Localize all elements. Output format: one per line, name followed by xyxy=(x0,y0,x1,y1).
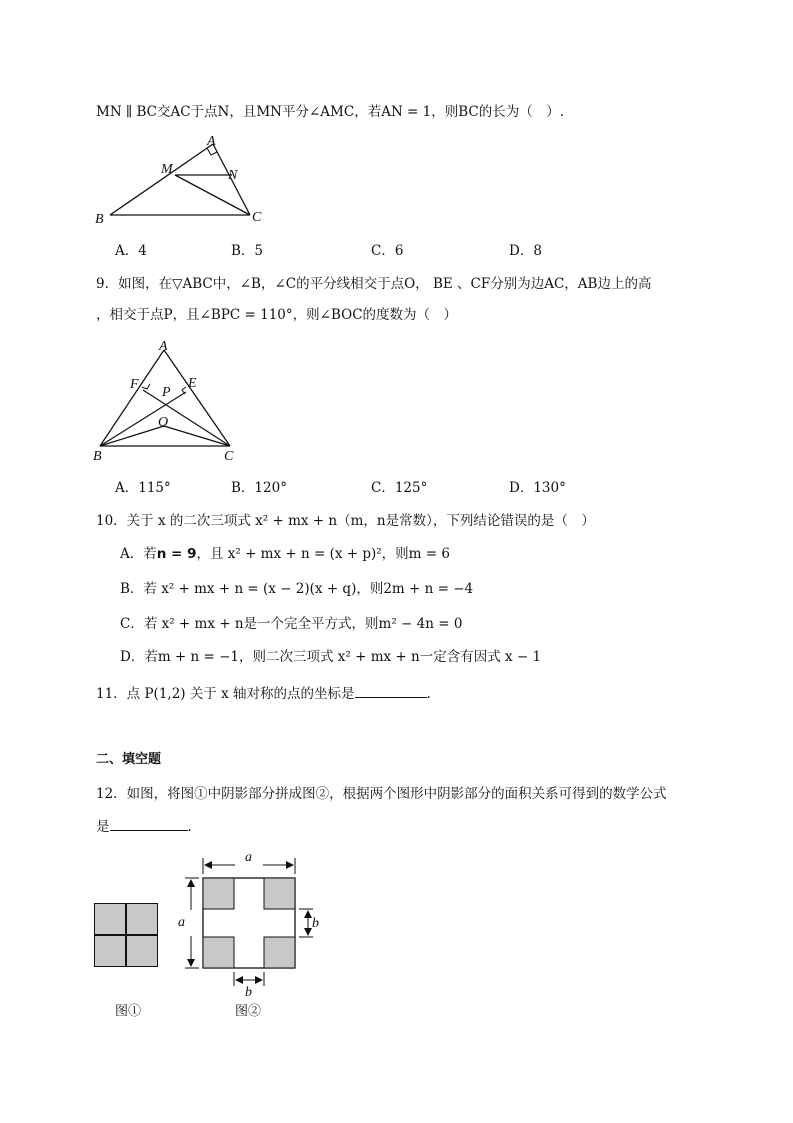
q12-figure-2 xyxy=(175,850,325,1000)
q12-caption-1: 图① xyxy=(115,1004,142,1019)
q9-option-c: C．125° xyxy=(371,480,428,496)
q12-figure-1 xyxy=(94,903,160,969)
q12-label-b-right: b xyxy=(312,916,319,931)
q12-stem-line1: 12．如图，将图①中阴影部分拼成图②，根据两个图形中阴影部分的面积关系可得到的数学公式 xyxy=(96,786,667,802)
q8-label-A: A xyxy=(207,134,216,149)
q9-option-d: D．130° xyxy=(509,480,566,496)
q9-stem-line1: 9．如图，在▽ABC中，∠B，∠C的平分线相交于点O， BE 、CF分别为边AC，AB边上的高 xyxy=(96,276,652,292)
q8-label-N: N xyxy=(228,168,238,183)
q9-option-a: A．115° xyxy=(115,480,171,496)
q8-option-c: C．6 xyxy=(371,243,404,259)
q8-label-C: C xyxy=(252,210,262,225)
q8-label-B: B xyxy=(95,212,104,227)
q12-label-a-left: a xyxy=(178,915,185,930)
q12-text: 是 xyxy=(96,819,110,835)
q9-label-E: E xyxy=(188,376,197,391)
q9-label-P: P xyxy=(162,385,171,400)
q8-option-a: A．4 xyxy=(115,243,147,259)
q11-text: 11．点 P(1,2) 关于 x 轴对称的点的坐标是 xyxy=(96,686,355,702)
q9-label-F: F xyxy=(130,377,139,392)
q10-option-d: D．若m + n = −1，则二次三项式 x² + mx + n一定含有因式 x − 1 xyxy=(120,649,542,665)
q12-stem-line2 xyxy=(96,816,192,837)
q8-option-d: D．8 xyxy=(509,243,542,259)
q8-figure xyxy=(95,135,295,225)
q12-end: . xyxy=(187,819,192,835)
q11-end: . xyxy=(426,686,431,702)
q10-option-a-bold: n = 9 xyxy=(156,546,197,562)
q9-stem-line2: ，相交于点P，且∠BPC = 110°，则∠BOC的度数为（ ） xyxy=(96,307,458,323)
q10-stem: 10．关于 x 的二次三项式 x² + mx + n（m，n是常数），下列结论错误的是（ ） xyxy=(96,513,595,529)
q8-stem: MN ∥ BC交AC于点N，且MN平分∠AMC，若AN = 1，则BC的长为（ ）. xyxy=(96,104,565,120)
q11-answer-blank xyxy=(355,683,427,698)
q10-option-b: B．若 x² + mx + n = (x − 2)(x + q)，则2m + n = −4 xyxy=(120,581,474,597)
section-title: 二、填空题 xyxy=(96,752,162,767)
q9-option-b: B．120° xyxy=(231,480,287,496)
q11-stem xyxy=(96,683,431,704)
q12-label-a-top: a xyxy=(245,850,252,865)
q9-label-O: O xyxy=(158,415,169,430)
q12-caption-2: 图② xyxy=(235,1004,262,1019)
q10-option-a xyxy=(120,544,450,564)
q10-option-a-post: ，且 x² + mx + n = (x + p)²，则m = 6 xyxy=(196,546,450,562)
q12-answer-blank xyxy=(110,816,188,831)
q8-option-b: B．5 xyxy=(231,243,264,259)
q10-option-a-pre: A．若 xyxy=(120,546,157,562)
q9-label-A: A xyxy=(159,339,168,354)
q9-label-B: B xyxy=(93,449,102,464)
q12-label-b-bottom: b xyxy=(245,985,252,1000)
q8-label-M: M xyxy=(161,162,173,177)
q9-figure xyxy=(90,338,250,468)
q10-option-c: C．若 x² + mx + n是一个完全平方式，则m² − 4n = 0 xyxy=(120,616,463,632)
q9-label-C: C xyxy=(224,449,234,464)
